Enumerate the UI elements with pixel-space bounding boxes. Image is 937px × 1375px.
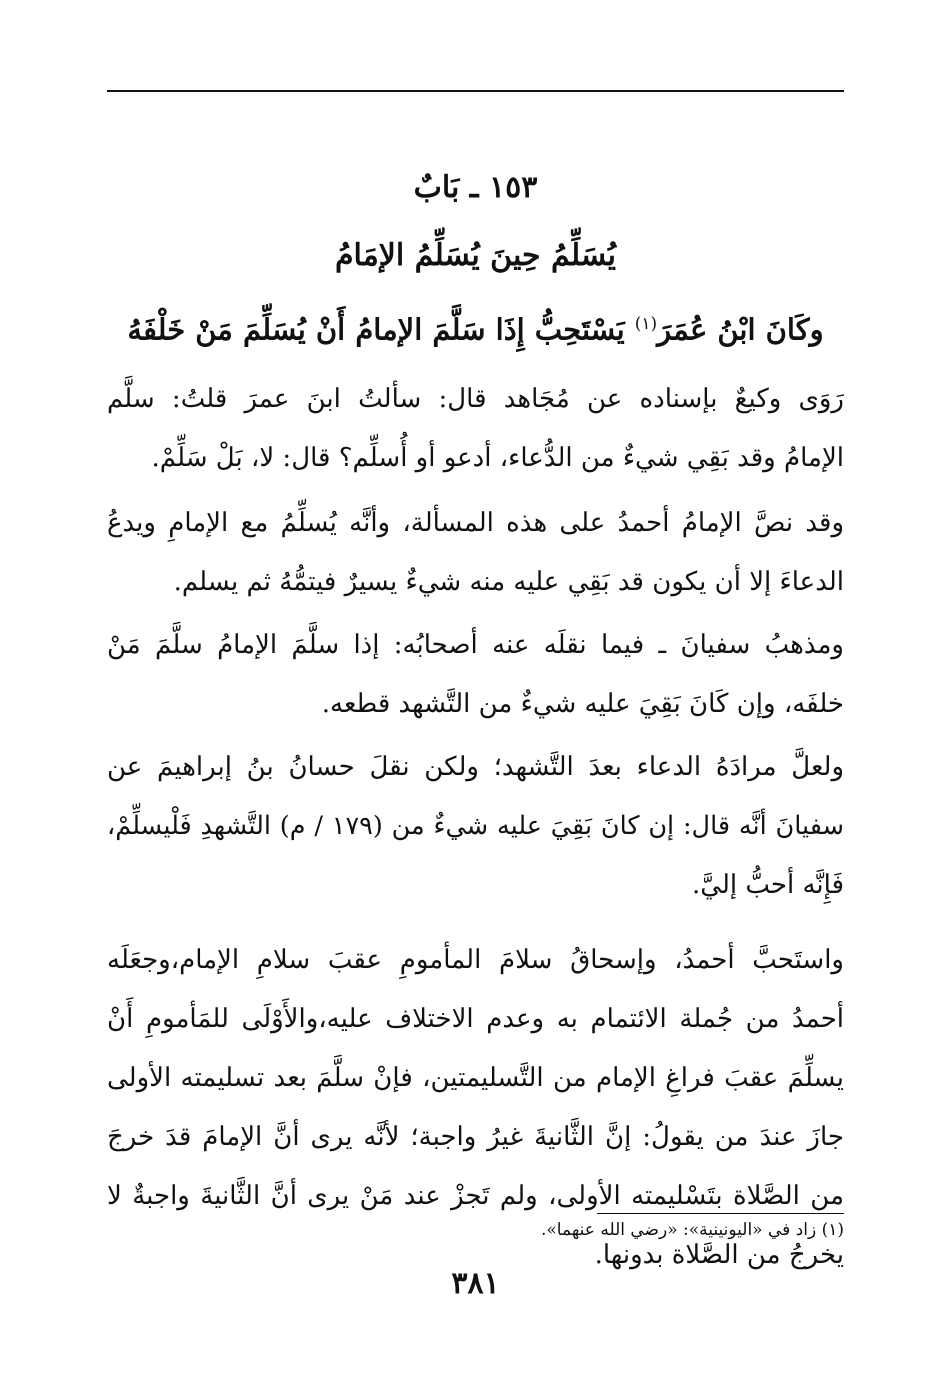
page-number: ٣٨١ xyxy=(451,1266,500,1301)
paragraph-3 xyxy=(107,616,844,734)
subheading-end: يَسْتَحِبُّ إِذَا سَلَّمَ الإمامُ أَنْ يُسَلِّمَ مَنْ خَلْفَهُ xyxy=(127,312,635,347)
chapter-title: يُسَلِّمُ حِينَ يُسَلِّمُ الإمَامُ xyxy=(334,238,616,273)
text-line: رَوَى وكيعٌ بإسناده عن مُجَاهد قال: سألتُ ابنَ عمرَ قلتُ: سلَّم xyxy=(107,384,844,414)
chapter-subheading xyxy=(107,302,844,352)
text-line: الإمامُ وقد بَقِي شيءٌ من الدُّعاء، أدعو أو أُسلِّم؟ قال: لا، بَلْ سَلِّمْ. xyxy=(151,443,844,473)
paragraph-4 xyxy=(107,738,844,915)
text-line: أحمدُ من جُملة الائتمام به وعدم الاختلاف عليه،والأَوْلَى للمَأمومِ أَنْ xyxy=(107,1004,844,1034)
text-line: فَإِنَّه أحبُّ إليَّ. xyxy=(692,870,844,900)
subheading-start: وكَانَ ابْنُ عُمَرَ xyxy=(657,312,824,347)
paragraph-1 xyxy=(107,370,844,488)
footnote-rule xyxy=(597,1213,844,1214)
footnote-reference[interactable]: (١) xyxy=(634,314,658,334)
paragraph-2 xyxy=(107,494,844,612)
text-line: واستَحبَّ أحمدُ، وإسحاقُ سلامَ المأمومِ عقبَ سلامِ الإمام،وجعَلَه xyxy=(107,945,844,975)
text-line: الدعاءَ إلا أن يكون قد بَقِي عليه منه شيءٌ يسيرٌ فيتمُّهُ ثم يسلم. xyxy=(173,567,844,597)
text-line: يخرجُ من الصَّلاة بدونها. xyxy=(594,1240,844,1270)
text-line: ومذهبُ سفيانَ ـ فيما نقلَه عنه أصحابُه: إذا سلَّمَ الإمامُ سلَّمَ مَنْ xyxy=(107,630,844,660)
text-line: جازَ عندَ من يقولُ: إنَّ الثَّانيةَ غيرُ واجبة؛ لأنَّه يرى أنَّ الإمامَ قدَ خرجَ xyxy=(107,1122,844,1152)
text-line: وقد نصَّ الإمامُ أحمدُ على هذه المسألة، وأنَّه يُسلِّمُ مع الإمامِ ويدعُ xyxy=(107,508,844,538)
text-line: من الصَّلاة بتَسْليمته الأولى، ولم تَجزْ عند مَنْ يرى أنَّ الثَّانيةَ واجبةٌ لا xyxy=(107,1181,844,1211)
chapter-heading: ١٥٣ ـ بَابٌ xyxy=(413,170,538,205)
body-text xyxy=(107,370,844,1285)
footnote: (١) زاد في «اليونينية»: «رضي الله عنهما». xyxy=(541,1220,844,1240)
text-line: سفيانَ أنَّه قال: إن كانَ بَقِيَ عليه شيءٌ من (١٧٩ / م) التَّشهدِ فَلْيسلِّمْ، xyxy=(107,811,844,841)
text-line: ولعلَّ مرادَهُ الدعاء بعدَ التَّشهد؛ ولكن نقلَ حسانُ بنُ إبراهيمَ عن xyxy=(107,752,844,782)
text-line: خلفَه، وإن كَانَ بَقِيَ عليه شيءٌ من التَّشهد قطعه. xyxy=(321,689,844,719)
header-rule xyxy=(107,90,844,92)
text-line: يسلِّمَ عقبَ فراغِ الإمام من التَّسليمتين، فإنْ سلَّمَ بعد تسليمته الأولى xyxy=(107,1063,844,1093)
